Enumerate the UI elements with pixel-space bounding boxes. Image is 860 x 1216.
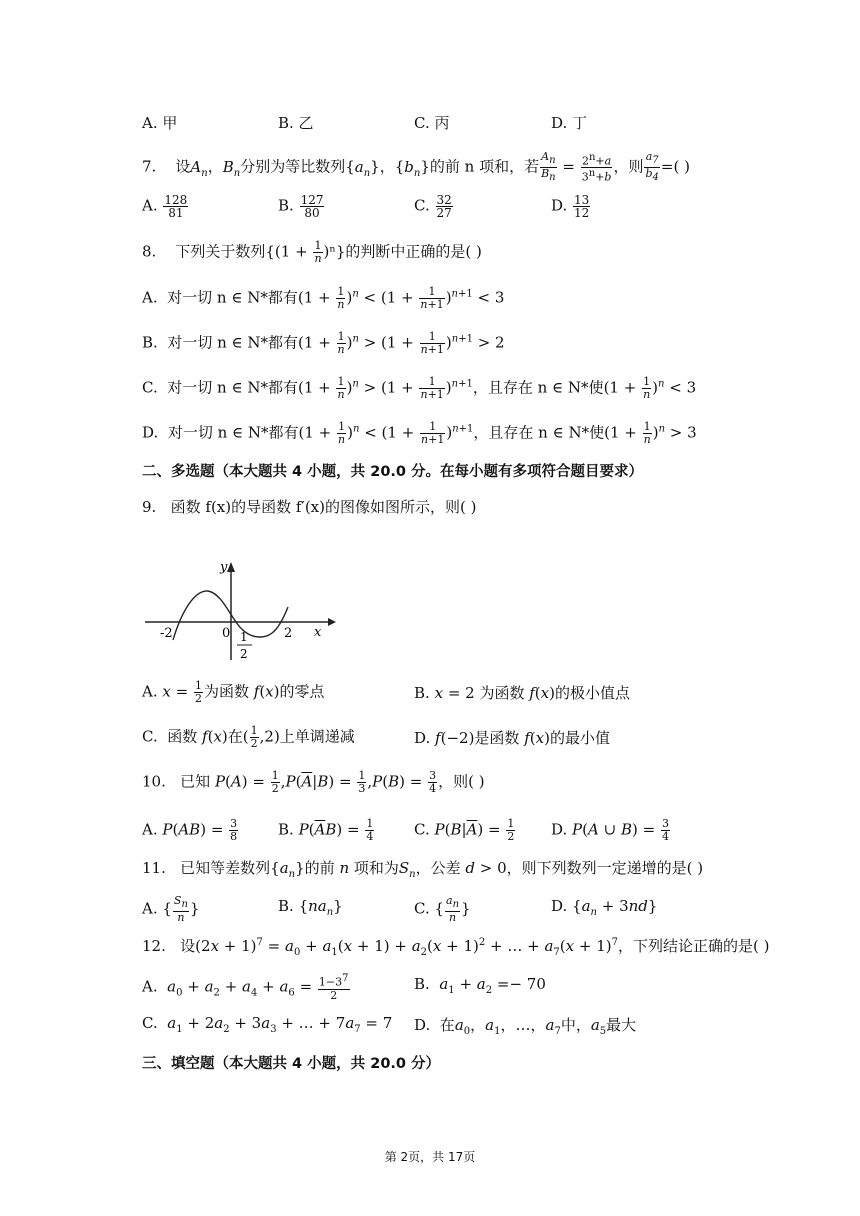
q10-option-a: A. P(AB) = $\frac{3}{8}$ bbox=[142, 817, 238, 843]
tick-half-num: 1 bbox=[240, 630, 248, 644]
tick-zero: 0 bbox=[222, 626, 231, 641]
q9-option-c: C. 函数 f(x)在( $\frac{1}{2}$ ,2)上单调递减 bbox=[142, 724, 355, 750]
q6-option-a: A. 甲 bbox=[142, 114, 178, 132]
q12-option-d: D. 在$a_0$，$a_1$，…，$a_7$中，$a_5$最大 bbox=[414, 1016, 637, 1037]
q7-option-a: A. $\frac{128}{81}$ bbox=[142, 193, 188, 220]
q6-option-b: B. 乙 bbox=[278, 114, 314, 132]
x-label: x bbox=[314, 625, 322, 640]
q6-option-c: C. 丙 bbox=[414, 114, 450, 132]
q9-option-a: A. x = $\frac{1}{2}$ 为函数 f(x)的零点 bbox=[142, 679, 325, 705]
section3-heading: 三、填空题（本大题共 4 小题，共 20.0 分） bbox=[142, 1056, 441, 1072]
q8-option-a: A. 对一切 n ∈ N*都有(1 + $\frac{1}{n}$ )$^n$ < (1 + $\frac{1}{n+1}$ )$^{n+1}$ < 3 bbox=[142, 285, 505, 311]
q9-option-b: B. x = 2 为函数 f(x)的极小值点 bbox=[414, 684, 630, 702]
q10-option-c: C. $P(B|\overline{A})$ = $\frac{1}{2}$ bbox=[414, 817, 515, 843]
section2-heading: 二、多选题（本大题共 4 小题，共 20.0 分。在每小题有多项符合题目要求） bbox=[142, 464, 644, 480]
q8-option-d: D. 对一切 n ∈ N*都有(1 + $\frac{1}{n}$ )$^n$ < (1 + $\frac{1}{n+1}$ )$^{n+1}$，且存在 n ∈ N*使(1 + $\frac{1}{n}$ )$^n$ > 3 bbox=[142, 420, 697, 446]
q7-option-b: B. $\frac{127}{80}$ bbox=[278, 193, 324, 220]
tick-neg2: -2 bbox=[160, 626, 173, 641]
q9-option-d: D. f(−2)是函数 f(x)的最小值 bbox=[414, 729, 610, 747]
q12-option-b: B. $a_1 + a_2 =- 70$ bbox=[414, 975, 546, 996]
q11-option-b: B. $\{na_n\}$ bbox=[278, 897, 343, 918]
q8-stem: 8. 下列关于数列{(1 + $\frac{1}{n}$ )ⁿ}的判断中正确的是( ) bbox=[142, 239, 482, 265]
q11-option-d: D. $\{a_n + 3nd\}$ bbox=[551, 897, 658, 918]
x-axis-arrow bbox=[328, 618, 336, 626]
q12-option-a: A. $a_0 + a_2 + a_4 + a_6$ = $\frac{1-3^7}{2}$ bbox=[142, 973, 349, 1002]
q12-stem: 12. 设$(2x + 1)^7 = a_0 + a_1(x + 1) + a_2(x + 1)^2$ + … + $a_7(x + 1)^7$，下列结论正确的是( ) bbox=[142, 937, 770, 958]
q11-option-a: A. { $\frac{S_n}{n}$ } bbox=[142, 894, 200, 925]
q6-option-d: D. 丁 bbox=[551, 114, 588, 132]
q11-stem: 11. 已知等差数列$\{a_n\}$的前 n 项和为$S_n$，公差 d > 0，则下列数列一定递增的是( ) bbox=[142, 859, 704, 880]
derivative-graph bbox=[140, 555, 340, 665]
q10-option-d: D. P(A ∪ B) = $\frac{3}{4}$ bbox=[551, 817, 669, 843]
y-label: y bbox=[220, 560, 228, 575]
q9-stem: 9. 函数 f(x)的导函数 f′(x)的图像如图所示，则( ) bbox=[142, 498, 477, 516]
page-footer: 第 2页，共 17页 bbox=[384, 1150, 476, 1164]
q8-option-b: B. 对一切 n ∈ N*都有(1 + $\frac{1}{n}$ )$^n$ > (1 + $\frac{1}{n+1}$ )$^{n+1}$ > 2 bbox=[142, 330, 505, 356]
q7-stem: 7. 设$A_n$，$B_n$分别为等比数列$\{a_n\}$，$\{b_n\}$的前 n 项和，若 $\frac{A_n}{B_n}$ = $\frac{2^n+a}{3^n+b}$ ，则 $\frac{a_7}{b_4}$ =( ) bbox=[142, 150, 690, 184]
tick-half-den: 2 bbox=[240, 647, 248, 661]
y-axis-arrow bbox=[227, 562, 235, 572]
q10-stem: 10. 已知 P(A) = $\frac{1}{2}$ $,P(\overline{A}|B)$ = $\frac{1}{3}$ ,P(B) = $\frac{3}{4}$ ，则( ) bbox=[142, 769, 485, 795]
q7-option-c: C. $\frac{32}{27}$ bbox=[414, 193, 452, 220]
q10-option-b: B. $P(\overline{A}B)$ = $\frac{1}{4}$ bbox=[278, 817, 374, 843]
q8-option-c: C. 对一切 n ∈ N*都有(1 + $\frac{1}{n}$ )$^n$ > (1 + $\frac{1}{n+1}$ )$^{n+1}$，且存在 n ∈ N*使(1 + $\frac{1}{n}$ )$^n$ < 3 bbox=[142, 375, 697, 401]
q7-option-d: D. $\frac{13}{12}$ bbox=[551, 193, 590, 220]
q11-option-c: C. { $\frac{a_n}{n}$ } bbox=[414, 894, 471, 925]
tick-two: 2 bbox=[284, 626, 293, 641]
q12-option-c: C. $a_1 + 2a_2 + 3a_3$ + … + $7a_7 = 7$ bbox=[142, 1014, 393, 1035]
